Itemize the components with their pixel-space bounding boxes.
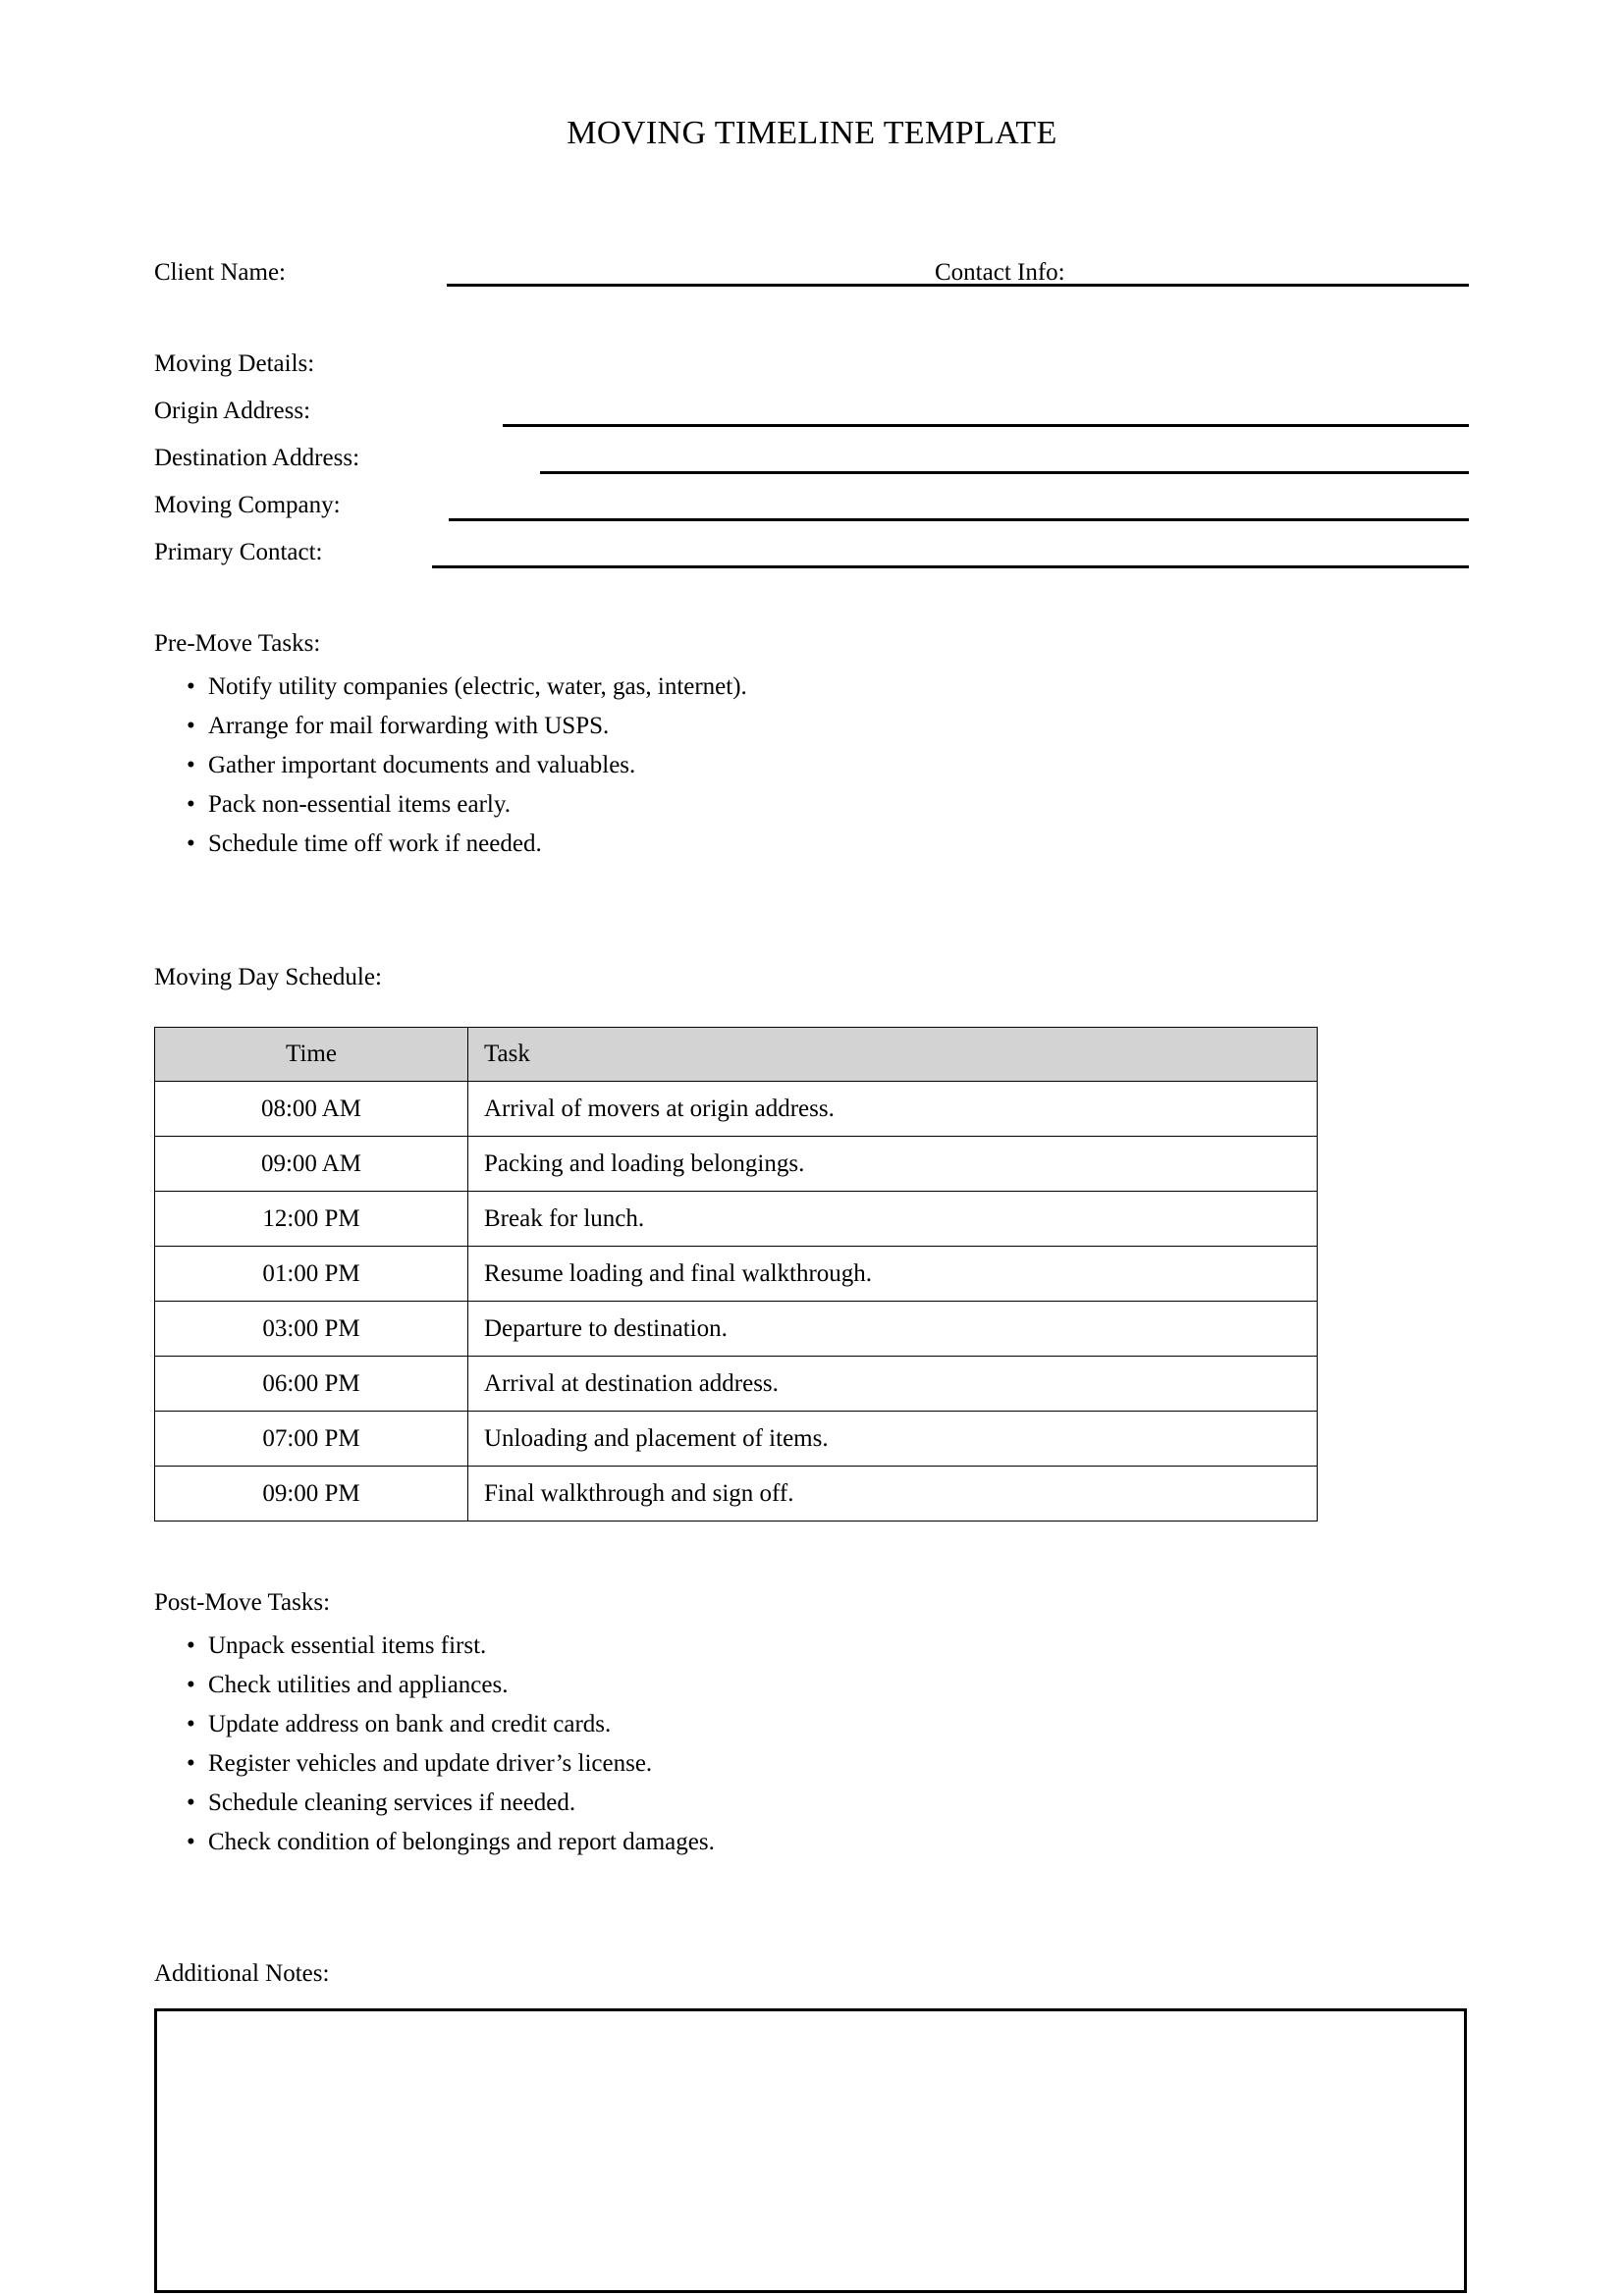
additional-notes-box[interactable] xyxy=(154,2008,1467,2293)
list-item: • Register vehicles and update driver’s license. xyxy=(187,1744,715,1784)
table-header-row xyxy=(155,1028,1318,1082)
cell-task: Packing and loading belongings. xyxy=(468,1137,1318,1192)
cell-time: 03:00 PM xyxy=(155,1302,468,1357)
list-item: • Schedule time off work if needed. xyxy=(187,825,747,864)
client-contact-fill-line[interactable] xyxy=(447,284,1469,287)
list-item: • Arrange for mail forwarding with USPS. xyxy=(187,707,747,746)
primary-contact-label: Primary Contact: xyxy=(154,539,323,565)
list-item: • Gather important documents and valuables. xyxy=(187,746,747,785)
table-row xyxy=(155,1192,1318,1247)
destination-address-label: Destination Address: xyxy=(154,445,360,471)
moving-day-schedule-table xyxy=(154,1027,1318,1522)
post-move-tasks-list xyxy=(187,1627,715,1862)
contact-info-label: Contact Info: xyxy=(935,259,1065,286)
cell-time: 06:00 PM xyxy=(155,1357,468,1412)
list-item: • Notify utility companies (electric, water, gas, internet). xyxy=(187,667,747,707)
cell-time: 12:00 PM xyxy=(155,1192,468,1247)
cell-time: 07:00 PM xyxy=(155,1412,468,1467)
list-item: • Check condition of belongings and report damages. xyxy=(187,1823,715,1862)
destination-address-fill-line[interactable] xyxy=(540,471,1469,474)
column-header-task: Task xyxy=(468,1028,1318,1082)
cell-task: Unloading and placement of items. xyxy=(468,1412,1318,1467)
cell-task: Resume loading and final walkthrough. xyxy=(468,1247,1318,1302)
list-item: • Check utilities and appliances. xyxy=(187,1666,715,1705)
cell-time: 01:00 PM xyxy=(155,1247,468,1302)
moving-day-schedule-heading: Moving Day Schedule: xyxy=(154,964,382,990)
cell-time: 09:00 AM xyxy=(155,1137,468,1192)
post-move-tasks-heading: Post-Move Tasks: xyxy=(154,1589,331,1616)
list-item: • Schedule cleaning services if needed. xyxy=(187,1784,715,1823)
cell-task: Departure to destination. xyxy=(468,1302,1318,1357)
cell-task: Final walkthrough and sign off. xyxy=(468,1467,1318,1522)
cell-task: Arrival at destination address. xyxy=(468,1357,1318,1412)
cell-task: Arrival of movers at origin address. xyxy=(468,1082,1318,1137)
cell-task: Break for lunch. xyxy=(468,1192,1318,1247)
list-item: • Update address on bank and credit cards. xyxy=(187,1705,715,1744)
moving-details-heading: Moving Details: xyxy=(154,350,315,377)
table-row xyxy=(155,1412,1318,1467)
column-header-time: Time xyxy=(155,1028,468,1082)
page-title: MOVING TIMELINE TEMPLATE xyxy=(567,115,1057,151)
moving-company-label: Moving Company: xyxy=(154,492,341,518)
table-row xyxy=(155,1302,1318,1357)
table-row xyxy=(155,1137,1318,1192)
pre-move-tasks-list xyxy=(187,667,747,864)
pre-move-tasks-heading: Pre-Move Tasks: xyxy=(154,630,321,657)
origin-address-label: Origin Address: xyxy=(154,398,311,424)
table-row xyxy=(155,1467,1318,1522)
table-row xyxy=(155,1247,1318,1302)
moving-company-fill-line[interactable] xyxy=(449,518,1469,521)
additional-notes-heading: Additional Notes: xyxy=(154,1960,330,1987)
origin-address-fill-line[interactable] xyxy=(503,424,1469,427)
cell-time: 09:00 PM xyxy=(155,1467,468,1522)
client-name-label: Client Name: xyxy=(154,259,286,286)
table-row xyxy=(155,1082,1318,1137)
primary-contact-fill-line[interactable] xyxy=(432,565,1469,568)
list-item: • Pack non-essential items early. xyxy=(187,785,747,825)
list-item: • Unpack essential items first. xyxy=(187,1627,715,1666)
cell-time: 08:00 AM xyxy=(155,1082,468,1137)
table-row xyxy=(155,1357,1318,1412)
